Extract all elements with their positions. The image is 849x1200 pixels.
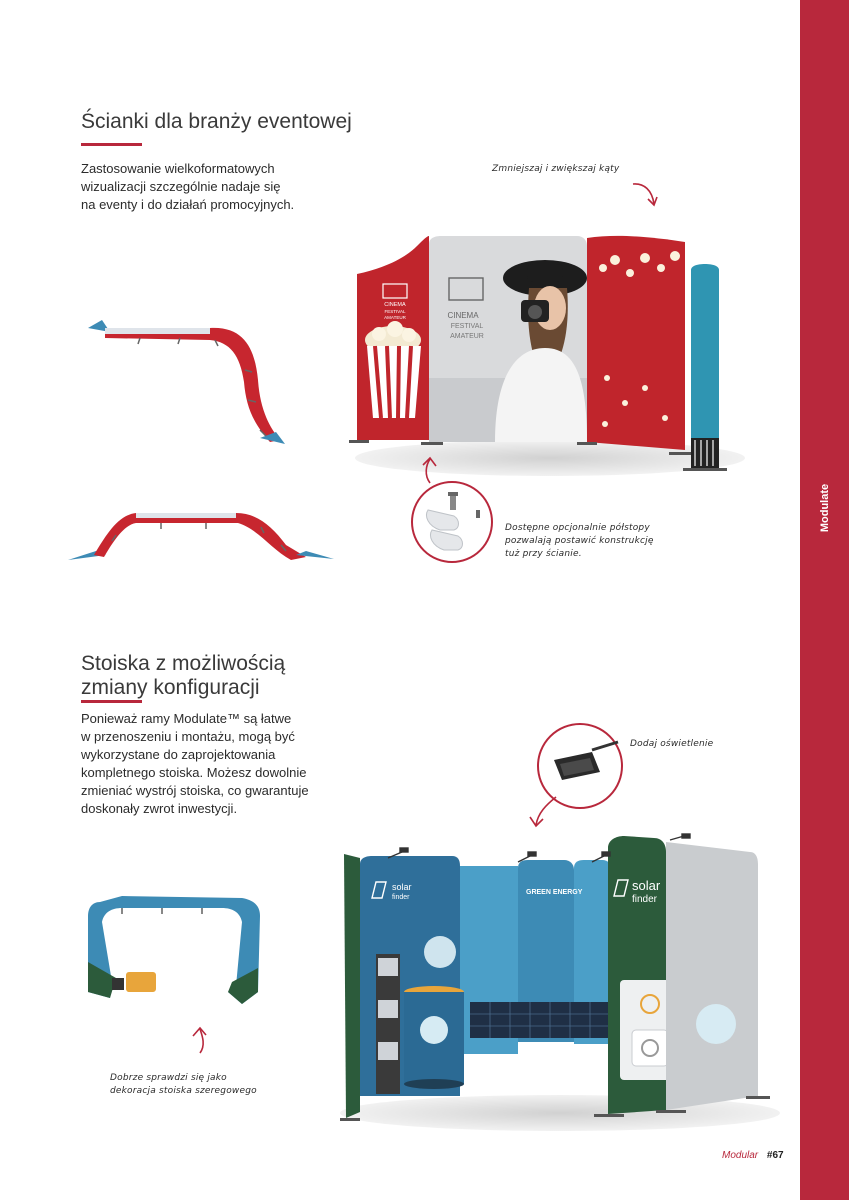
note-row-booth-line: dekoracja stoiska szeregowego	[110, 1086, 257, 1096]
section2-text-line: doskonały zwrot inwestycji.	[81, 801, 238, 816]
cinema-text-grey: CINEMA	[447, 311, 479, 320]
section2-text-line: kompletnego stoiska. Możesz dowolnie	[81, 765, 307, 780]
amateur-text-red: AMATEUR	[384, 315, 406, 320]
note-row-booth	[110, 1072, 257, 1098]
section1-text-line: na eventy i do działań promocyjnych.	[81, 197, 295, 212]
section2-title-rule	[81, 700, 142, 703]
booth-top-view	[82, 882, 268, 1012]
amateur-text-grey: AMATEUR	[450, 333, 484, 340]
footer-brand: Modular	[722, 1150, 759, 1161]
page-number: #67	[766, 1150, 784, 1161]
wall-top-view-2	[66, 505, 336, 565]
festival-text-red: FESTIVAL	[384, 309, 406, 314]
section2-text-line: zmieniać wystrój stoiska, co gwarantuje	[81, 783, 309, 798]
side-tab-label: Modulate	[818, 483, 831, 533]
section1-text-line: Zastosowanie wielkoformatowych	[81, 161, 275, 176]
section2-title	[81, 652, 285, 700]
popcorn-box	[365, 321, 421, 418]
note-half-feet-line: pozwalają postawić konstrukcję	[505, 536, 654, 546]
section1-text-line: wizualizacji szczególnie nadaje się	[81, 179, 281, 194]
section2-title-line: Stoiska z możliwością	[81, 652, 286, 675]
solar-booth	[340, 834, 780, 1124]
arrow-down-right-icon	[630, 180, 660, 210]
solar-text-right: solar	[632, 878, 661, 893]
note-lighting: Dodaj oświetlenie	[630, 739, 714, 749]
arrow-down-left-icon	[528, 795, 560, 829]
section2-text-line: w przenoszeniu i montażu, mogą być	[81, 729, 295, 744]
section2-title-line: zmiany konfiguracji	[81, 676, 260, 699]
cinema-text-red: CINEMA	[384, 302, 406, 308]
arrow-up-icon	[188, 1025, 212, 1055]
section2-text	[81, 710, 309, 818]
section2-text-line: wykorzystane do zaprojektowania	[81, 747, 276, 762]
note-half-feet-line: Dostępne opcjonalnie półstopy	[505, 523, 650, 533]
festival-text-grey: FESTIVAL	[450, 323, 484, 330]
cinema-wall-display	[345, 228, 755, 478]
note-row-booth-line: Dobrze sprawdzi się jako	[110, 1073, 227, 1083]
section1-text	[81, 160, 294, 214]
section1-title: Ścianki dla branży eventowej	[81, 110, 352, 133]
note-half-feet-line: tuż przy ścianie.	[505, 549, 582, 559]
section1-title-rule	[81, 143, 142, 146]
finder-text-right: finder	[632, 894, 658, 905]
finder-text-left: finder	[392, 894, 410, 901]
solar-text-left: solar	[392, 882, 412, 892]
page-footer	[722, 1150, 784, 1161]
half-foot-detail	[410, 480, 494, 564]
note-angles: Zmniejszaj i zwiększaj kąty	[492, 164, 620, 174]
section2-text-line: Ponieważ ramy Modulate™ są łatwe	[81, 711, 292, 726]
wall-top-view-1	[80, 310, 290, 450]
side-tab	[800, 0, 849, 1200]
note-half-feet	[505, 522, 654, 561]
green-energy-text: GREEN ENERGY	[526, 889, 583, 896]
